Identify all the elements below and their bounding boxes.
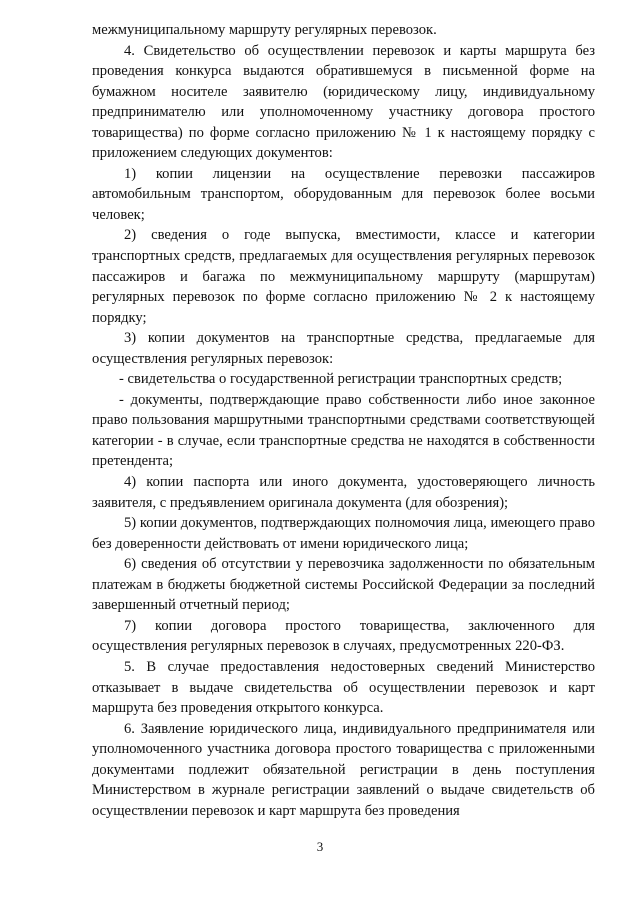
page-number: 3 (316, 839, 324, 854)
sub-item-registration: - свидетельства о государственной регистрации транспортных средств; (119, 371, 563, 388)
sub-item-ownership: - документы, подтверждающие право собственности либо иное законное право пользования маршрутными транспортными средствами соответствующей категории - в случае, если транспортные средства не находятся в собственности претендента; (92, 391, 595, 470)
paragraph-item-4: 4. Свидетельство об осуществлении перевозок и карты маршрута без проведения конкурса выдаются обратившемуся в письменной форме на бумажном носителе заявителю (юридическому лицу, индивидуальному предпринимателю или уполномоченному участнику договора простого товарищества) по форме согласно приложению № 1 к настоящему порядку с приложением следующих документов: (92, 42, 595, 162)
paragraph-item-5: 5. В случае предоставления недостоверных сведений Министерство отказывает в выдаче свидетельства об осуществлении перевозок и карт маршрута без проведения открытого конкурса. (92, 658, 595, 717)
list-item-6: 6) сведения об отсутствии у перевозчика задолженности по обязательным платежам в бюджеты бюджетной системы Российской Федерации за последний завершенный отчетный период; (92, 556, 595, 614)
list-item-5: 5) копии документов, подтверждающих полномочия лица, имеющего право без доверенности действовать от имени юридического лица; (92, 515, 595, 552)
list-item-4: 4) копии паспорта или иного документа, удостоверяющего личность заявителя, с предъявлением оригинала документа (для обозрения); (92, 474, 595, 511)
list-item-3: 3) копии документов на транспортные средства, предлагаемые для осуществления регулярных перевозок: (92, 330, 595, 367)
list-item-2: 2) сведения о годе выпуска, вместимости, классе и категории транспортных средств, предлагаемых для осуществления регулярных перевозок пассажиров и багажа по межмуниципальному маршруту (маршрутам) регулярных перевозок по форме согласно приложению № 2 к настоящему порядку; (92, 227, 595, 326)
paragraph-item-6: 6. Заявление юридического лица, индивидуального предпринимателя или уполномоченного участника договора простого товарищества с приложенными документами подлежит обязательной регистрации в день поступления Министерством в журнале регистрации заявлений о выдаче свидетельств об осуществлении перевозок и карт маршрута без проведения (92, 720, 595, 819)
document-body (92, 20, 595, 821)
list-item-1: 1) копии лицензии на осуществление перевозки пассажиров автомобильным транспортом, оборудованным для перевозок более восьми человек; (92, 165, 595, 223)
list-item-7: 7) копии договора простого товарищества, заключенного для осуществления регулярных перевозок в случаях, предусмотренных 220-ФЗ. (92, 617, 595, 655)
paragraph-continuation: межмуниципальному маршруту регулярных перевозок. (92, 22, 437, 38)
